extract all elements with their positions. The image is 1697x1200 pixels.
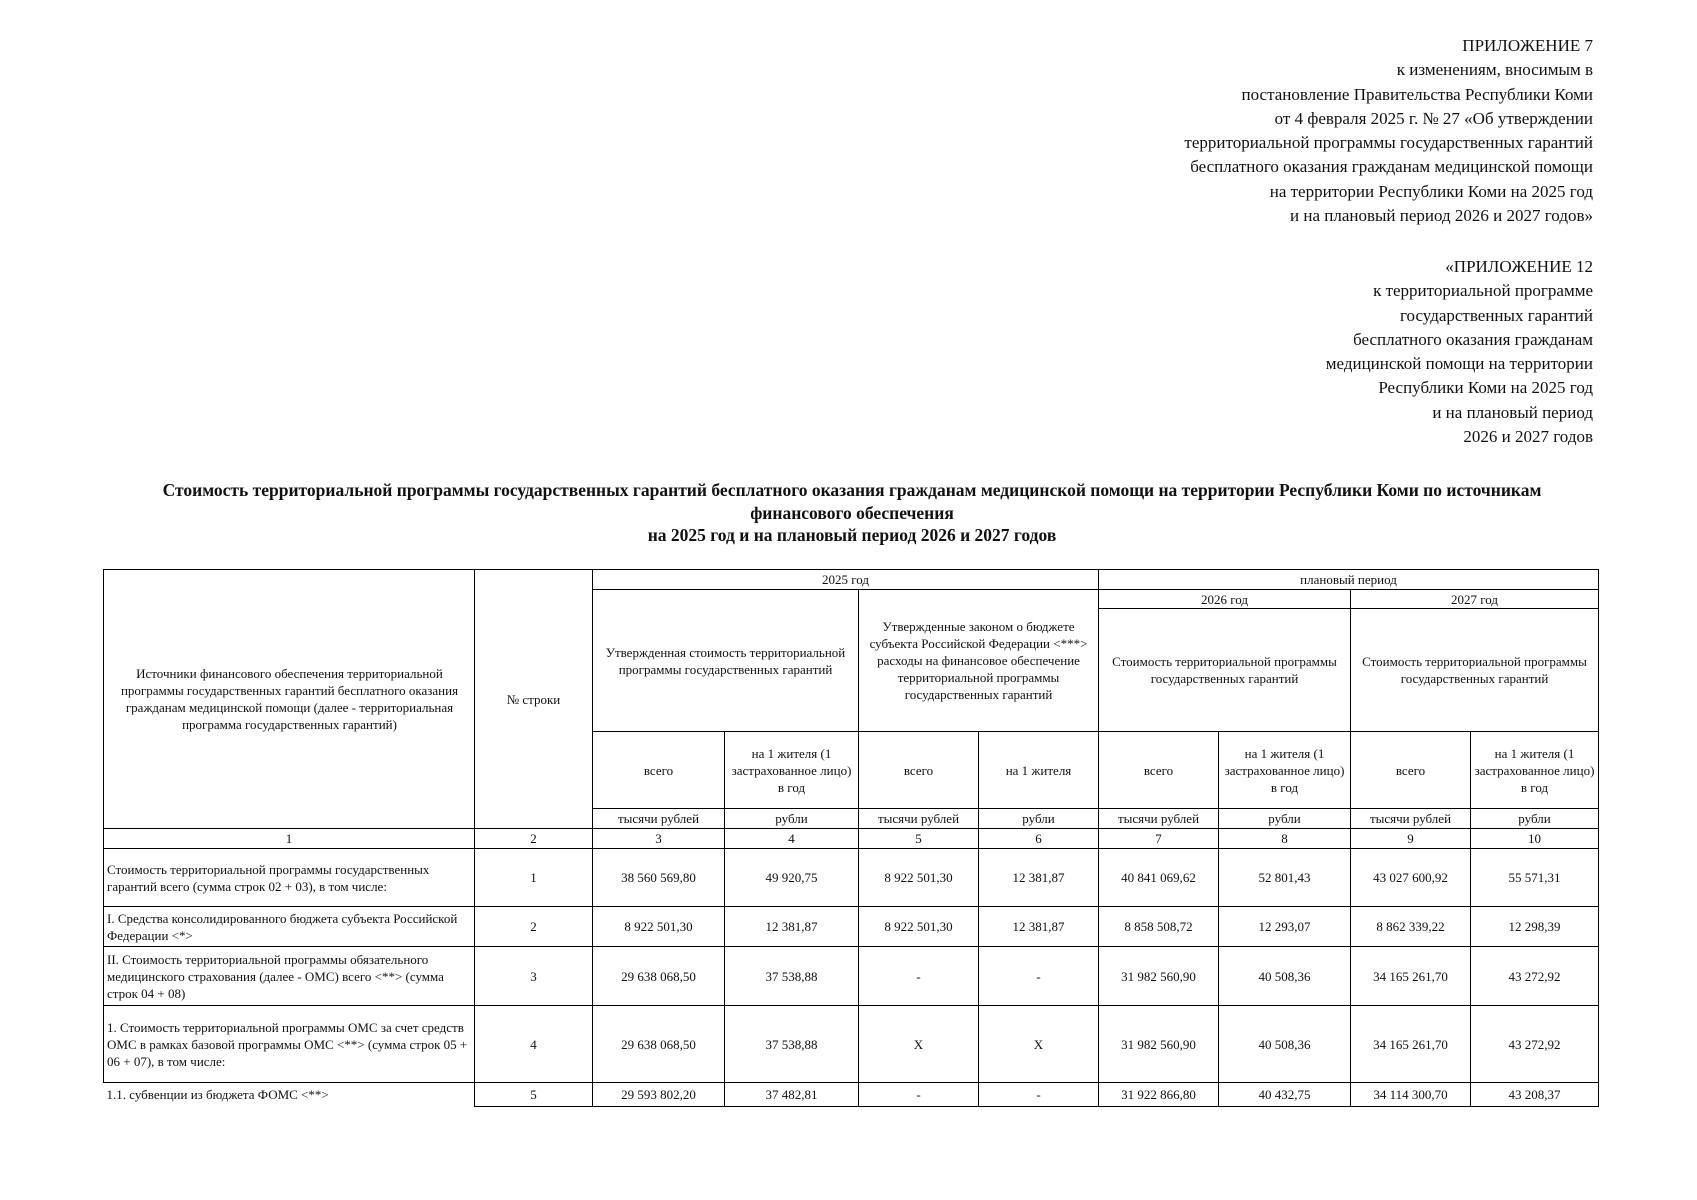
column-number: 8 <box>1219 829 1351 849</box>
cell-value: 43 272,92 <box>1471 1006 1599 1083</box>
table-row <box>104 1083 1599 1107</box>
cell-value: 34 165 261,70 <box>1351 1006 1471 1083</box>
cell-value: 8 922 501,30 <box>859 849 979 907</box>
document-title <box>103 479 1601 547</box>
cell-value: 49 920,75 <box>725 849 859 907</box>
header-approved-law: Утвержденные законом о бюджете субъекта Российской Федерации <***> расходы на финансовое обеспечение территориальной программы государственных гарантий <box>859 590 1099 732</box>
appendix-12-line: Республики Коми на 2025 год <box>1378 378 1593 398</box>
column-number: 6 <box>979 829 1099 849</box>
cell-value: 37 538,88 <box>725 947 859 1006</box>
header-total: всего <box>1351 732 1471 809</box>
row-number: 5 <box>475 1083 593 1107</box>
cell-value: 31 922 866,80 <box>1099 1083 1219 1107</box>
cell-value: 8 922 501,30 <box>859 907 979 947</box>
cell-value: 43 272,92 <box>1471 947 1599 1006</box>
cell-value: 31 982 560,90 <box>1099 1006 1219 1083</box>
cell-value: X <box>979 1006 1099 1083</box>
title-line: на 2025 год и на плановый период 2026 и 2027 годов <box>647 525 1057 545</box>
appendix-7-line: к изменениям, вносимым в <box>1396 60 1593 80</box>
appendix-7-header <box>1184 34 1593 228</box>
cell-value: 12 298,39 <box>1471 907 1599 947</box>
unit-label: тысячи рублей <box>593 809 725 829</box>
cell-value: 37 538,88 <box>725 1006 859 1083</box>
appendix-12-line: к территориальной программе <box>1373 281 1593 301</box>
row-label: I. Средства консолидированного бюджета субъекта Российской Федерации <*> <box>104 907 475 947</box>
cell-value: 8 862 339,22 <box>1351 907 1471 947</box>
row-label: II. Стоимость территориальной программы обязательного медицинского страхования (далее - ОМС) всего <**> (сумма строк 04 + 08) <box>104 947 475 1006</box>
header-row-number: № строки <box>475 570 593 829</box>
header-year-2026: 2026 год <box>1099 590 1351 609</box>
unit-label: рубли <box>725 809 859 829</box>
appendix-7-line: от 4 февраля 2025 г. № 27 «Об утверждении <box>1274 108 1593 128</box>
cell-value: 40 508,36 <box>1219 947 1351 1006</box>
header-approved-cost: Утвержденная стоимость территориальной программы государственных гарантий <box>593 590 859 732</box>
cell-value: 43 027 600,92 <box>1351 849 1471 907</box>
header-year-2025: 2025 год <box>593 570 1099 590</box>
row-label: 1. Стоимость территориальной программы ОМС за счет средств ОМС в рамках базовой программы ОМС <**> (сумма строк 05 + 06 + 07), в том числе: <box>104 1006 475 1083</box>
cell-value: 8 922 501,30 <box>593 907 725 947</box>
appendix-12-line: государственных гарантий <box>1399 305 1593 325</box>
table-row <box>104 1006 1599 1083</box>
unit-label: рубли <box>979 809 1099 829</box>
table-row <box>104 907 1599 947</box>
appendix-12-line: медицинской помощи на территории <box>1325 354 1593 374</box>
cell-value: 34 114 300,70 <box>1351 1083 1471 1107</box>
header-per-resident: на 1 жителя <box>979 732 1099 809</box>
cell-value: - <box>859 947 979 1006</box>
column-number-row <box>104 829 1599 849</box>
header-total: всего <box>1099 732 1219 809</box>
appendix-7-line: и на плановый период 2026 и 2027 годов» <box>1290 206 1593 226</box>
table-row <box>104 849 1599 907</box>
unit-label: тысячи рублей <box>1351 809 1471 829</box>
column-number: 5 <box>859 829 979 849</box>
header-cost-2026: Стоимость территориальной программы государственных гарантий <box>1099 609 1351 732</box>
appendix-12-line: 2026 и 2027 годов <box>1463 427 1593 447</box>
appendix-7-line: территориальной программы государственных гарантий <box>1184 133 1593 153</box>
title-line: финансового обеспечения <box>750 502 954 523</box>
table-row <box>104 947 1599 1006</box>
row-label: Стоимость территориальной программы государственных гарантий всего (сумма строк 02 + 03), в том числе: <box>104 849 475 907</box>
cell-value: 40 432,75 <box>1219 1083 1351 1107</box>
header-per-insured: на 1 жителя (1 застрахованное лицо) в год <box>1471 732 1599 809</box>
row-number: 1 <box>475 849 593 907</box>
row-number: 4 <box>475 1006 593 1083</box>
header-total: всего <box>593 732 725 809</box>
appendix-12-line: бесплатного оказания гражданам <box>1353 329 1593 349</box>
cell-value: 31 982 560,90 <box>1099 947 1219 1006</box>
unit-label: рубли <box>1219 809 1351 829</box>
column-number: 1 <box>104 829 475 849</box>
header-per-insured: на 1 жителя (1 застрахованное лицо) в год <box>1219 732 1351 809</box>
unit-label: тысячи рублей <box>1099 809 1219 829</box>
unit-label: тысячи рублей <box>859 809 979 829</box>
row-number: 3 <box>475 947 593 1006</box>
cell-value: 38 560 569,80 <box>593 849 725 907</box>
cell-value: 12 381,87 <box>725 907 859 947</box>
cell-value: 29 638 068,50 <box>593 1006 725 1083</box>
title-line: Стоимость территориальной программы государственных гарантий бесплатного оказания гражданам медицинской помощи на территории Республики Коми по источникам <box>162 480 1542 500</box>
header-cost-2027: Стоимость территориальной программы государственных гарантий <box>1351 609 1599 732</box>
header-year-2027: 2027 год <box>1351 590 1599 609</box>
cell-value: 12 293,07 <box>1219 907 1351 947</box>
cell-value: - <box>979 947 1099 1006</box>
cell-value: 40 508,36 <box>1219 1006 1351 1083</box>
header-total: всего <box>859 732 979 809</box>
cell-value: 55 571,31 <box>1471 849 1599 907</box>
financing-table <box>103 569 1599 1107</box>
appendix-12-header <box>1326 255 1593 449</box>
header-source: Источники финансового обеспечения территориальной программы государственных гарантий бесплатного оказания гражданам медицинской помощи (далее - территориальная программа государственных гарантий) <box>104 570 475 829</box>
appendix-12-line: «ПРИЛОЖЕНИЕ 12 <box>1445 257 1593 276</box>
cell-value: 34 165 261,70 <box>1351 947 1471 1006</box>
unit-label: рубли <box>1471 809 1599 829</box>
cell-value: - <box>979 1083 1099 1107</box>
cell-value: 40 841 069,62 <box>1099 849 1219 907</box>
cell-value: 12 381,87 <box>979 849 1099 907</box>
column-number: 10 <box>1471 829 1599 849</box>
header-per-insured: на 1 жителя (1 застрахованное лицо) в год <box>725 732 859 809</box>
appendix-12-line: и на плановый период <box>1432 402 1593 422</box>
cell-value: 37 482,81 <box>725 1083 859 1107</box>
cell-value: 29 593 802,20 <box>593 1083 725 1107</box>
cell-value: 43 208,37 <box>1471 1083 1599 1107</box>
column-number: 7 <box>1099 829 1219 849</box>
cell-value: - <box>859 1083 979 1107</box>
appendix-7-line: на территории Республики Коми на 2025 год <box>1269 181 1593 201</box>
header-planning-period: плановый период <box>1099 570 1599 590</box>
column-number: 3 <box>593 829 725 849</box>
appendix-7-line: бесплатного оказания гражданам медицинской помощи <box>1190 157 1593 177</box>
cell-value: 52 801,43 <box>1219 849 1351 907</box>
column-number: 2 <box>475 829 593 849</box>
row-number: 2 <box>475 907 593 947</box>
cell-value: 29 638 068,50 <box>593 947 725 1006</box>
row-label: 1.1. субвенции из бюджета ФОМС <**> <box>104 1083 475 1107</box>
cell-value: 8 858 508,72 <box>1099 907 1219 947</box>
column-number: 9 <box>1351 829 1471 849</box>
column-number: 4 <box>725 829 859 849</box>
appendix-7-line: ПРИЛОЖЕНИЕ 7 <box>1462 36 1593 55</box>
cell-value: X <box>859 1006 979 1083</box>
appendix-7-line: постановление Правительства Республики Коми <box>1241 84 1593 104</box>
cell-value: 12 381,87 <box>979 907 1099 947</box>
